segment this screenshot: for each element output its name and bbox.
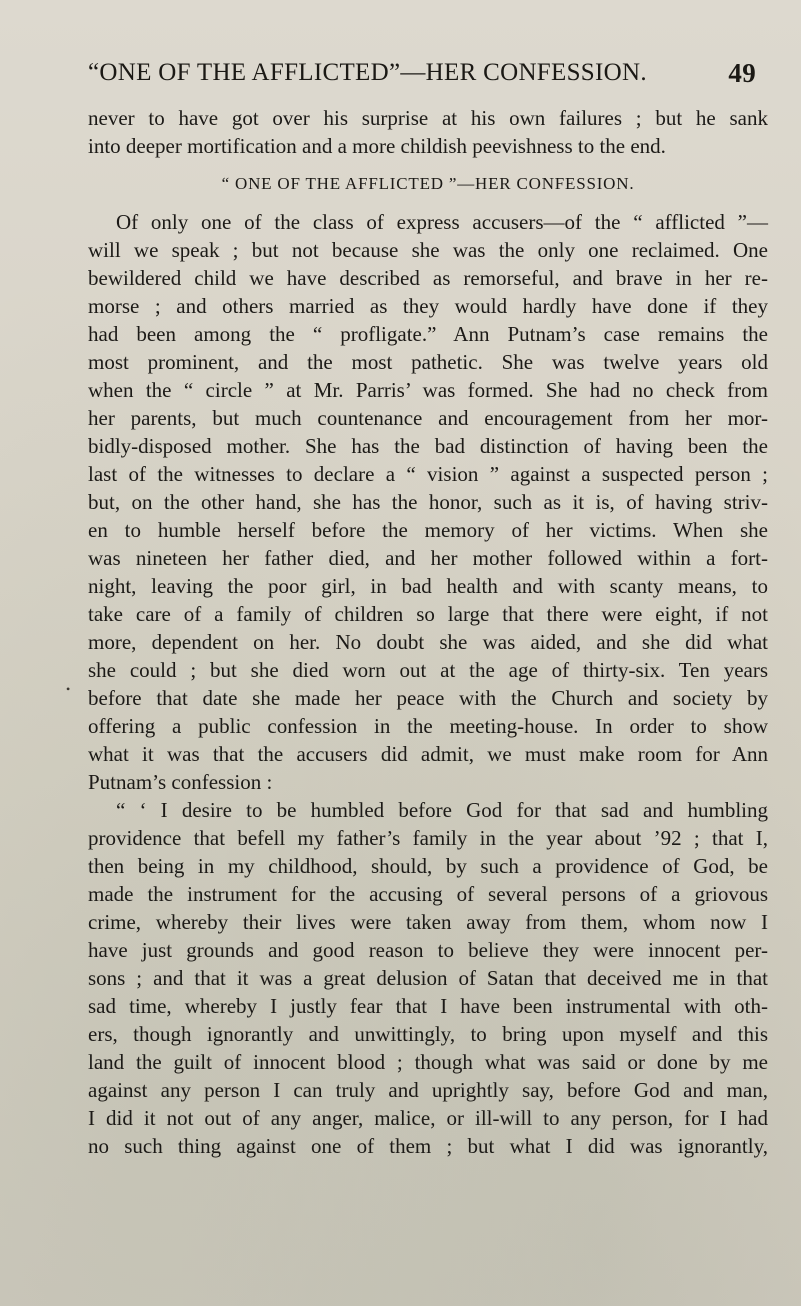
text-line: Of only one of the class of express accusers—of the “ afflicted ”—	[116, 210, 768, 234]
text-line: bewildered child we have described as remorseful, and brave in her re-	[88, 266, 768, 290]
text-line: more, dependent on her. No doubt she was aided, and she did what	[88, 630, 768, 654]
text-line: sons ; and that it was a great delusion of Satan that deceived me in that	[88, 966, 768, 990]
text-line: when the “ circle ” at Mr. Parris’ was formed. She had no check from	[88, 378, 768, 402]
margin-mark: •	[66, 682, 71, 696]
body-text	[88, 104, 768, 1160]
text-line: made the instrument for the accusing of several persons of a griovous	[88, 882, 768, 906]
text-line: Putnam’s confession :	[88, 770, 273, 794]
text-line: against any person I can truly and uprightly say, before God and man,	[88, 1078, 768, 1102]
text-line: never to have got over his surprise at his own failures ; but he sank	[88, 106, 768, 130]
text-line: sad time, whereby I justly fear that I have been instrumental with oth-	[88, 994, 768, 1018]
text-line: “ ‘ I desire to be humbled before God for that sad and humbling	[116, 798, 768, 822]
text-line: bidly-disposed mother. She has the bad distinction of having been the	[88, 434, 768, 458]
page-number: 49	[728, 58, 756, 88]
section-heading: “ ONE OF THE AFFLICTED ”—HER CONFESSION.	[221, 174, 635, 193]
text-line: offering a public confession in the meeting-house. In order to show	[88, 714, 768, 738]
text-line: take care of a family of children so large that there were eight, if not	[88, 602, 768, 626]
text-line: then being in my childhood, should, by such a providence of God, be	[88, 854, 768, 878]
text-line: into deeper mortification and a more childish peevishness to the end.	[88, 134, 666, 158]
text-line: but, on the other hand, she has the honor, such as it is, of having striv-	[88, 490, 768, 514]
text-line: ers, though ignorantly and unwittingly, to bring upon myself and this	[88, 1022, 768, 1046]
text-line: will we speak ; but not because she was the only one reclaimed. One	[88, 238, 768, 262]
running-head	[88, 58, 768, 88]
text-line: was nineteen her father died, and her mother followed within a fort-	[88, 546, 768, 570]
running-head-title: “ONE OF THE AFFLICTED”—HER CONFESSION.	[88, 59, 647, 86]
text-line: I did it not out of any anger, malice, or ill-will to any person, for I had	[88, 1106, 768, 1130]
text-line: no such thing against one of them ; but what I did was ignorantly,	[88, 1134, 768, 1158]
text-line: she could ; but she died worn out at the age of thirty-six. Ten years	[88, 658, 768, 682]
text-line: crime, whereby their lives were taken away from them, whom now I	[88, 910, 768, 934]
text-line: land the guilt of innocent blood ; though what was said or done by me	[88, 1050, 768, 1074]
text-line: en to humble herself before the memory of her victims. When she	[88, 518, 768, 542]
text-line: most prominent, and the most pathetic. She was twelve years old	[88, 350, 768, 374]
text-line: morse ; and others married as they would hardly have done if they	[88, 294, 768, 318]
text-line: providence that befell my father’s family in the year about ’92 ; that I,	[88, 826, 768, 850]
text-line: last of the witnesses to declare a “ vision ” against a suspected person ;	[88, 462, 768, 486]
text-line: have just grounds and good reason to believe they were innocent per-	[88, 938, 768, 962]
text-line: had been among the “ profligate.” Ann Putnam’s case remains the	[88, 322, 768, 346]
text-line: her parents, but much countenance and encouragement from her mor-	[88, 406, 768, 430]
text-line: what it was that the accusers did admit, we must make room for Ann	[88, 742, 768, 766]
text-line: before that date she made her peace with the Church and society by	[88, 686, 768, 710]
text-line: night, leaving the poor girl, in bad health and with scanty means, to	[88, 574, 768, 598]
